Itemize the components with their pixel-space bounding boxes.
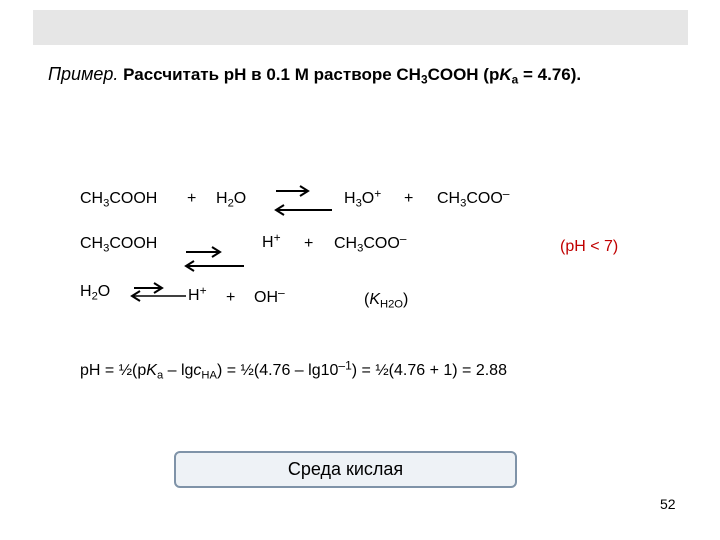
eq1-plus-1: + xyxy=(187,190,197,207)
eq2-plus: + xyxy=(304,235,314,252)
conclusion-text: Среда кислая xyxy=(287,459,404,479)
header-bar xyxy=(33,10,688,45)
eq2-acetic-acid: $CH_3COOH$ xyxy=(80,235,158,255)
eq3-equilibrium-arrows xyxy=(124,280,190,304)
eq3-hydroxide: OH– xyxy=(254,285,285,306)
eq1-hydronium: $H_3O^+$ xyxy=(344,186,382,210)
ph-formula: pH = $\frac{1}{2}(pK_a - \lg c_{HA})$ = ½(4.76 – $\lg 10^{-1}$) = ½(4.76 + 1) = 2.88 xyxy=(80,358,507,382)
page-number: 52 xyxy=(660,496,676,512)
eq1-equilibrium-arrows xyxy=(264,183,336,217)
ph-note: (pH < 7) xyxy=(560,238,619,255)
eq3-water: $H_2O$ xyxy=(80,283,111,303)
eq1-acetic-acid: $CH_3COOH$ xyxy=(80,190,158,210)
eq3-plus: + xyxy=(226,289,236,306)
example-title: Пример. Рассчитать pH в 0.1 M растворе $CH_3COOH$ $(pK_a = 4.76)$. xyxy=(48,64,582,87)
eq2-acetate: $CH_3COO^-$ xyxy=(334,231,407,255)
water-ion-product: $(K_{H2O})$ xyxy=(364,291,409,311)
eq1-water: $H_2O$ xyxy=(216,190,247,210)
eq2-equilibrium-arrows xyxy=(180,244,250,274)
example-lead: Пример. xyxy=(48,64,119,84)
eq3-proton: H+ xyxy=(188,283,207,304)
eq1-plus-2: + xyxy=(404,190,414,207)
eq2-proton: H+ xyxy=(262,230,281,251)
eq1-acetate: $CH_3COO^-$ xyxy=(437,186,510,210)
conclusion-box xyxy=(174,451,517,488)
